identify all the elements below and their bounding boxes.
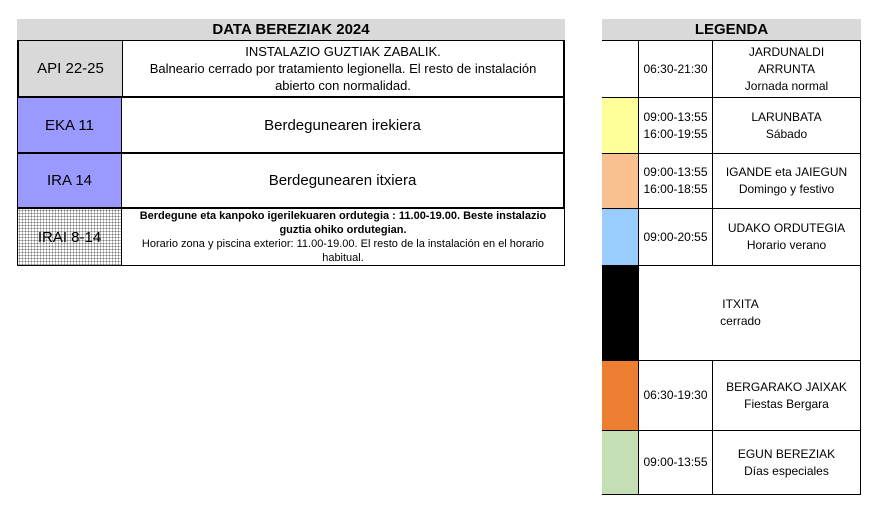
legend-label-eu: IGANDE eta JAIEGUN	[725, 165, 848, 179]
special-date-cell: API 22-25	[19, 41, 123, 96]
legend-row	[602, 40, 861, 98]
legend-swatch	[602, 98, 639, 153]
legend-row	[602, 209, 861, 266]
legend-label-eu: BERGARAKO JAIXAK	[726, 379, 847, 394]
legend-time-line: 09:00-13:55	[643, 455, 708, 469]
special-date-row	[17, 209, 565, 266]
legend-row	[602, 98, 861, 154]
legend-label-es: Horario verano	[746, 238, 827, 252]
special-date-description: Berdegunearen itxiera	[268, 172, 417, 189]
special-date-description	[122, 209, 564, 265]
legend-swatch	[602, 154, 639, 208]
legend-label	[713, 41, 861, 97]
legend-label-es: Días especiales	[744, 463, 829, 478]
legend-label	[713, 431, 861, 494]
legend-label	[713, 154, 861, 208]
legend-label-eu: EGUN BEREZIAK	[737, 446, 836, 461]
special-date-description	[123, 41, 563, 96]
legend-row	[602, 154, 861, 209]
special-date-cell: IRA 14	[18, 154, 122, 207]
legend-label-eu: JARDUNALDI ARRUNTA	[748, 44, 825, 76]
legend-time-line: 16:00-18:55	[643, 182, 708, 196]
special-date-row	[17, 154, 565, 209]
description-text: Horario zona y piscina exterior: 11.00-19.00. El resto de la instalación en el horario habitual.	[141, 238, 545, 264]
legend-label-es: Sábado	[765, 126, 808, 141]
legend-time-line: 06:30-19:30	[643, 388, 708, 402]
legend-row	[602, 361, 861, 431]
legend-row	[602, 266, 861, 361]
legend-label	[713, 209, 861, 265]
legend-time-line: 09:00-20:55	[643, 229, 708, 244]
legend-swatch	[602, 266, 639, 360]
legend-title: LEGENDA	[602, 19, 861, 40]
special-date-cell: IRAI 8-14	[18, 209, 122, 265]
legend-time	[639, 361, 713, 430]
description-line: Balneario cerrado por tratamiento legionella. El resto de instalación abierto con normalidad.	[149, 61, 537, 93]
legend-time-line: 09:00-13:55	[643, 165, 708, 179]
legend-label-eu: ITXITA	[722, 297, 759, 311]
legend-time-line: 06:30-21:30	[643, 61, 708, 76]
legend-time	[639, 98, 713, 153]
legend-time-line: 09:00-13:55	[643, 109, 708, 124]
legend-swatch	[602, 431, 639, 494]
legend-label-eu: LARUNBATA	[751, 109, 822, 124]
legend-time-line: 16:00-19:55	[643, 126, 708, 141]
legend-time	[639, 209, 713, 265]
special-date-row	[17, 98, 565, 154]
legend-time	[639, 41, 713, 97]
legend-swatch	[602, 361, 639, 430]
legend-label-eu: UDAKO ORDUTEGIA	[727, 221, 846, 235]
legend-time	[639, 154, 713, 208]
legend-swatch	[602, 209, 639, 265]
legend-row	[602, 431, 861, 495]
legend-label-es: cerrado	[720, 314, 761, 328]
legend-time	[639, 431, 713, 494]
legend-label-es: Fiestas Bergara	[744, 396, 829, 411]
legend-label-es: Jornada normal	[744, 78, 829, 93]
description-bold-text: Berdegune eta kanpoko igerilekuaren ordutegia : 11.00-19.00. Beste instalazio guztia ohiko ordutegian.	[139, 210, 547, 236]
special-date-row	[17, 40, 565, 98]
legend-label-es: Domingo y festivo	[738, 182, 835, 196]
legend-swatch	[602, 41, 639, 97]
legend-label	[713, 361, 861, 430]
description-line: INSTALAZIO GUZTIAK ZABALIK.	[245, 44, 441, 59]
special-date-description: Berdegunearen irekiera	[264, 116, 421, 134]
special-date-cell: EKA 11	[18, 98, 122, 152]
legend-label	[713, 98, 861, 153]
legend-label	[639, 266, 861, 360]
special-dates-title: DATA BEREZIAK 2024	[17, 19, 565, 40]
